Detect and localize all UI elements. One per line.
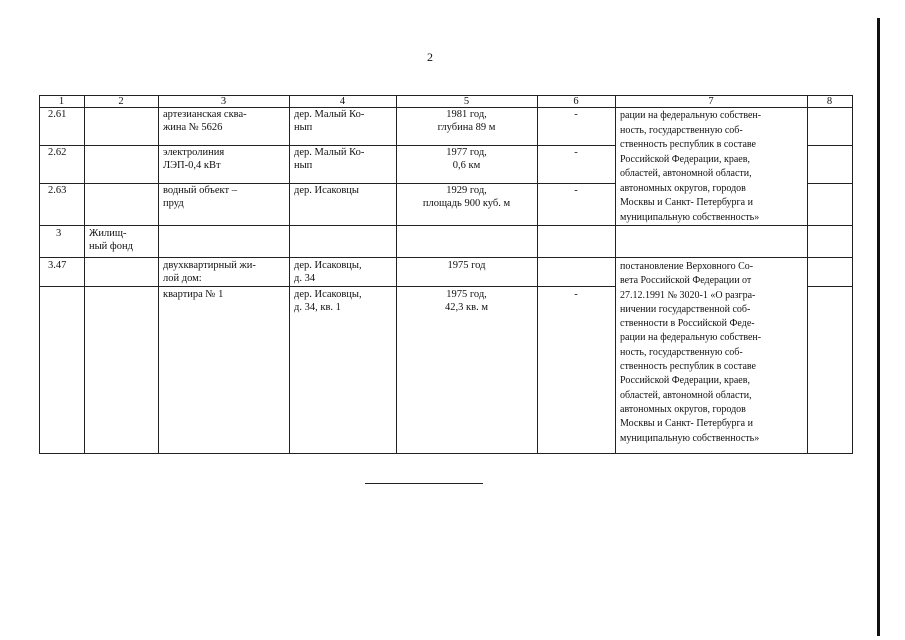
header-col-5: 5 bbox=[463, 96, 470, 107]
header-col-1: 1 bbox=[58, 96, 65, 107]
header-col-7: 7 bbox=[708, 96, 714, 107]
object-name: квартира № 1 bbox=[163, 289, 224, 300]
closing-rule bbox=[365, 483, 483, 484]
object-characteristics: 1975 год, 42,3 кв. м bbox=[445, 289, 488, 313]
object-address: дер. Малый Ко- нып bbox=[294, 147, 365, 171]
object-address: дер. Малый Ко- нып bbox=[294, 109, 365, 133]
object-characteristics: 1975 год bbox=[447, 260, 486, 271]
col6-value: - bbox=[574, 289, 578, 300]
object-characteristics: 1929 год, площадь 900 куб. м bbox=[422, 185, 511, 209]
header-col-4: 4 bbox=[339, 96, 346, 107]
object-characteristics: 1981 год, глубина 89 м bbox=[437, 109, 496, 133]
col6-value: - bbox=[574, 185, 578, 196]
object-characteristics: 1977 год, 0,6 км bbox=[446, 147, 487, 171]
object-name: водный объект – пруд bbox=[163, 185, 237, 209]
object-name: артезианская сква- жина № 5626 bbox=[163, 109, 247, 133]
legal-basis-text: рации на федеральную собствен- ность, государственную соб- ственность республик в составе Российской Федерации, краев, областей, автономной области, автономных округов, городов Москвы и Санкт- Петербурга и муниципальную собственность» bbox=[620, 110, 762, 223]
row-number: 2.63 bbox=[48, 185, 67, 196]
header-col-6: 6 bbox=[573, 96, 579, 107]
object-address: дер. Исаковцы bbox=[294, 185, 359, 196]
object-name: электролиния ЛЭП-0,4 кВт bbox=[163, 147, 225, 171]
header-col-2: 2 bbox=[118, 96, 124, 107]
row-number: 3 bbox=[56, 228, 62, 239]
row-number: 2.61 bbox=[48, 109, 67, 120]
legal-basis-text: постановление Верховного Со- вета Российской Федерации от 27.12.1991 № 3020-1 «О разгра- ничении государственной соб- ственности в Российской Феде- рации на федеральную собствен- ность, государственную соб- ственность республик в составе Российской Федерации, краев, областей, автономной области, автономных округов, городов Москвы и Санкт- Петербурга и муниципальную собственность» bbox=[620, 261, 762, 444]
col6-value: - bbox=[574, 109, 578, 120]
object-address: дер. Исаковцы, д. 34, кв. 1 bbox=[294, 289, 362, 313]
row-number: 3.47 bbox=[48, 260, 67, 271]
property-table bbox=[39, 95, 853, 453]
object-address: дер. Исаковцы, д. 34 bbox=[294, 260, 362, 284]
object-name: двухквартирный жи- лой дом: bbox=[163, 260, 256, 284]
col6-value: - bbox=[574, 147, 578, 158]
header-col-8: 8 bbox=[826, 96, 833, 107]
section-name: Жилищ- ный фонд bbox=[89, 228, 133, 252]
row-number: 2.62 bbox=[48, 147, 67, 158]
header-col-3: 3 bbox=[220, 96, 227, 107]
page-number: 2 bbox=[427, 50, 433, 64]
right-margin-rule bbox=[877, 18, 880, 636]
